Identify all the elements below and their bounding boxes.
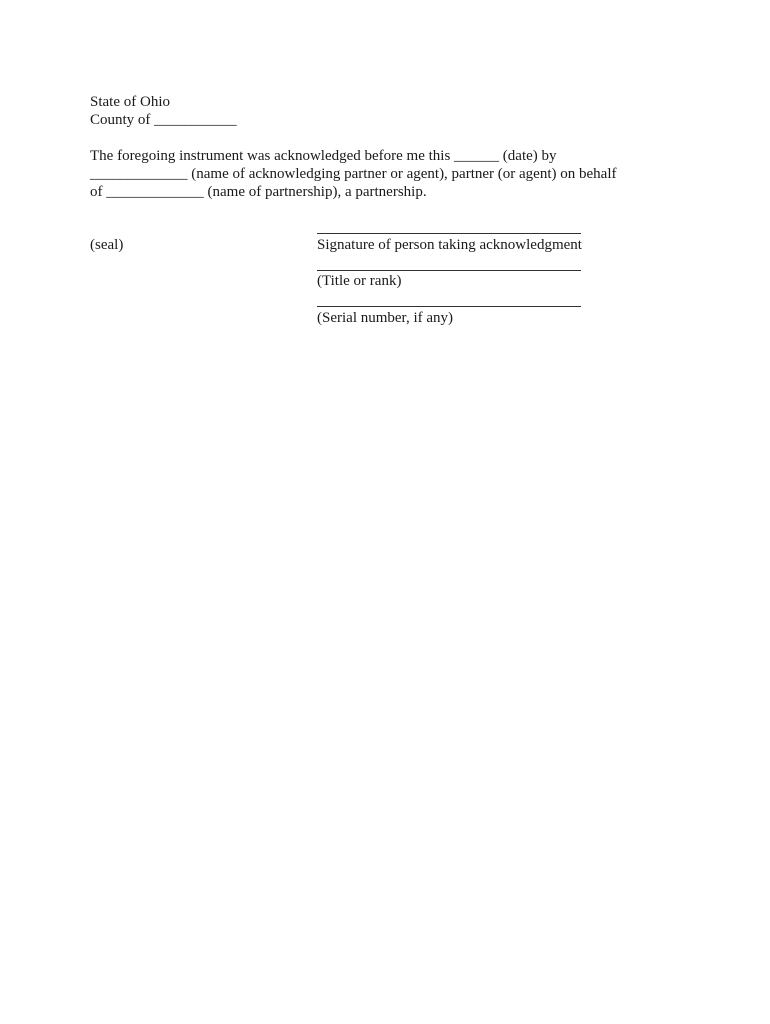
title-label: (Title or rank)	[317, 273, 402, 289]
seal-label: (seal)	[90, 237, 124, 253]
serial-rule	[317, 306, 581, 307]
acknowledgment-text-line-2: _____________ (name of acknowledging partner or agent), partner (or agent) on behalf	[90, 166, 617, 182]
serial-label: (Serial number, if any)	[317, 310, 454, 326]
signature-rule	[317, 233, 581, 234]
acknowledgment-text-line-3: of _____________ (name of partnership), a partnership.	[90, 184, 427, 200]
county-line: County of ___________	[90, 112, 237, 128]
state-line: State of Ohio	[90, 94, 170, 110]
signature-label: Signature of person taking acknowledgment	[317, 237, 582, 253]
title-rule	[317, 270, 581, 271]
acknowledgment-text-line-1: The foregoing instrument was acknowledged before me this ______ (date) by	[90, 148, 557, 164]
